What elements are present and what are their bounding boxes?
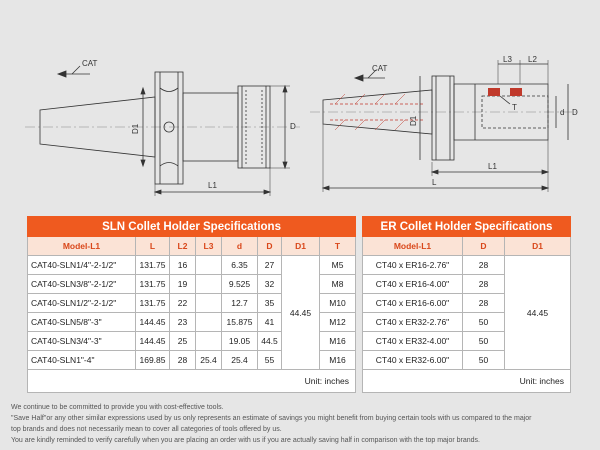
er-header-model: Model-L1 — [363, 237, 463, 256]
left-cat-label: CAT — [82, 59, 98, 68]
sln-cell-d: 12.7 — [222, 294, 258, 313]
left-d1-label: D1 — [131, 123, 140, 134]
sln-cell-big-d: 44.5 — [258, 332, 282, 351]
sln-cell-model: CAT40-SLN1/4"-2-1/2" — [28, 256, 136, 275]
sln-cell-l2: 25 — [170, 332, 196, 351]
sln-cell-l: 169.85 — [136, 351, 170, 370]
sln-cell-big-d: 55 — [258, 351, 282, 370]
sln-cell-l3 — [196, 313, 222, 332]
sln-cell-t: M10 — [320, 294, 356, 313]
er-cell-model: CT40 x ER16-2.76" — [363, 256, 463, 275]
right-l-label: L — [432, 178, 437, 187]
right-small-d-label: d — [560, 108, 565, 117]
sln-cell-l3: 25.4 — [196, 351, 222, 370]
right-l1-label: L1 — [488, 162, 497, 171]
sln-header-big-d: D — [258, 237, 282, 256]
sln-cell-model: CAT40-SLN1/2"-2-1/2" — [28, 294, 136, 313]
er-cell-d1: 44.45 — [505, 256, 571, 370]
sln-cell-l3 — [196, 294, 222, 313]
sln-cell-t: M8 — [320, 275, 356, 294]
left-d-label: D — [290, 122, 296, 131]
sln-cell-l2: 28 — [170, 351, 196, 370]
er-header-d1: D1 — [505, 237, 571, 256]
sln-holder-drawing — [25, 66, 300, 196]
sln-cell-d: 6.35 — [222, 256, 258, 275]
sln-cell-big-d: 32 — [258, 275, 282, 294]
er-holder-drawing — [310, 60, 578, 192]
er-cell-d: 50 — [463, 313, 505, 332]
sln-cell-d: 19.05 — [222, 332, 258, 351]
left-l1-label: L1 — [208, 181, 217, 190]
er-cell-d: 28 — [463, 275, 505, 294]
sln-cell-big-d: 41 — [258, 313, 282, 332]
er-cell-model: CT40 x ER32-6.00" — [363, 351, 463, 370]
sln-header-model: Model-L1 — [28, 237, 136, 256]
er-cell-d: 50 — [463, 332, 505, 351]
sln-cell-t: M16 — [320, 351, 356, 370]
sln-cell-l3 — [196, 332, 222, 351]
disclaimer-line-3: top brands and does not necessarily mean to cover all categories of tools offered by us. — [11, 426, 282, 433]
sln-header-t: T — [320, 237, 356, 256]
sln-cell-d: 25.4 — [222, 351, 258, 370]
sln-cell-l: 131.75 — [136, 275, 170, 294]
right-cat-label: CAT — [372, 64, 388, 73]
sln-cell-model: CAT40-SLN1"-4" — [28, 351, 136, 370]
table-row — [363, 256, 571, 275]
er-cell-d: 28 — [463, 294, 505, 313]
er-header-d: D — [463, 237, 505, 256]
sln-header-d1: D1 — [282, 237, 320, 256]
right-l3-label: L3 — [503, 55, 512, 64]
sln-header-l3: L3 — [196, 237, 222, 256]
right-l2-label: L2 — [528, 55, 537, 64]
sln-cell-t: M5 — [320, 256, 356, 275]
er-cell-model: CT40 x ER16-4.00" — [363, 275, 463, 294]
sln-cell-l2: 23 — [170, 313, 196, 332]
sln-cell-l2: 19 — [170, 275, 196, 294]
disclaimer-line-1: We continue to be committed to provide you with cost-effective tools. — [11, 404, 224, 411]
sln-header-l2: L2 — [170, 237, 196, 256]
sln-cell-big-d: 27 — [258, 256, 282, 275]
sln-spec-table — [27, 216, 356, 393]
sln-cell-d1: 44.45 — [282, 256, 320, 370]
sln-cell-l2: 22 — [170, 294, 196, 313]
right-t-label: T — [512, 103, 517, 112]
sln-unit-note: Unit: inches — [28, 370, 356, 393]
sln-table-title: SLN Collet Holder Specifications — [28, 217, 356, 237]
sln-cell-t: M12 — [320, 313, 356, 332]
er-cell-d: 50 — [463, 351, 505, 370]
er-spec-table — [362, 216, 571, 393]
sln-cell-d: 15.875 — [222, 313, 258, 332]
er-cell-d: 28 — [463, 256, 505, 275]
sln-cell-l: 131.75 — [136, 256, 170, 275]
sln-cell-t: M16 — [320, 332, 356, 351]
er-table-title: ER Collet Holder Specifications — [363, 217, 571, 237]
table-row — [28, 256, 356, 275]
er-cell-model: CT40 x ER32-2.76" — [363, 313, 463, 332]
right-big-d-label: D — [572, 108, 578, 117]
sln-cell-model: CAT40-SLN3/4"-3" — [28, 332, 136, 351]
sln-cell-l: 144.45 — [136, 332, 170, 351]
technical-drawings — [0, 0, 600, 205]
sln-cell-model: CAT40-SLN5/8"-3" — [28, 313, 136, 332]
disclaimer-line-4: You are kindly reminded to verify carefully when you are placing an order with us if you are actually saving half in comparison with the top major brands. — [11, 437, 480, 444]
er-header-row — [363, 237, 571, 256]
sln-cell-big-d: 35 — [258, 294, 282, 313]
sln-cell-l3 — [196, 256, 222, 275]
er-cell-model: CT40 x ER32-4.00" — [363, 332, 463, 351]
sln-header-l: L — [136, 237, 170, 256]
er-cell-model: CT40 x ER16-6.00" — [363, 294, 463, 313]
sln-cell-d: 9.525 — [222, 275, 258, 294]
sln-header-row — [28, 237, 356, 256]
disclaimer-line-2: "Save Half"or any other similar expressions used by us only represents an estimate of savings you might benefit from buying certain tools with us compared to the major — [11, 415, 532, 422]
sln-cell-l: 144.45 — [136, 313, 170, 332]
sln-cell-l2: 16 — [170, 256, 196, 275]
sln-cell-l3 — [196, 275, 222, 294]
right-d1-label: D1 — [409, 115, 418, 126]
sln-cell-l: 131.75 — [136, 294, 170, 313]
sln-cell-model: CAT40-SLN3/8"-2-1/2" — [28, 275, 136, 294]
sln-header-d: d — [222, 237, 258, 256]
er-unit-note: Unit: inches — [363, 370, 571, 393]
